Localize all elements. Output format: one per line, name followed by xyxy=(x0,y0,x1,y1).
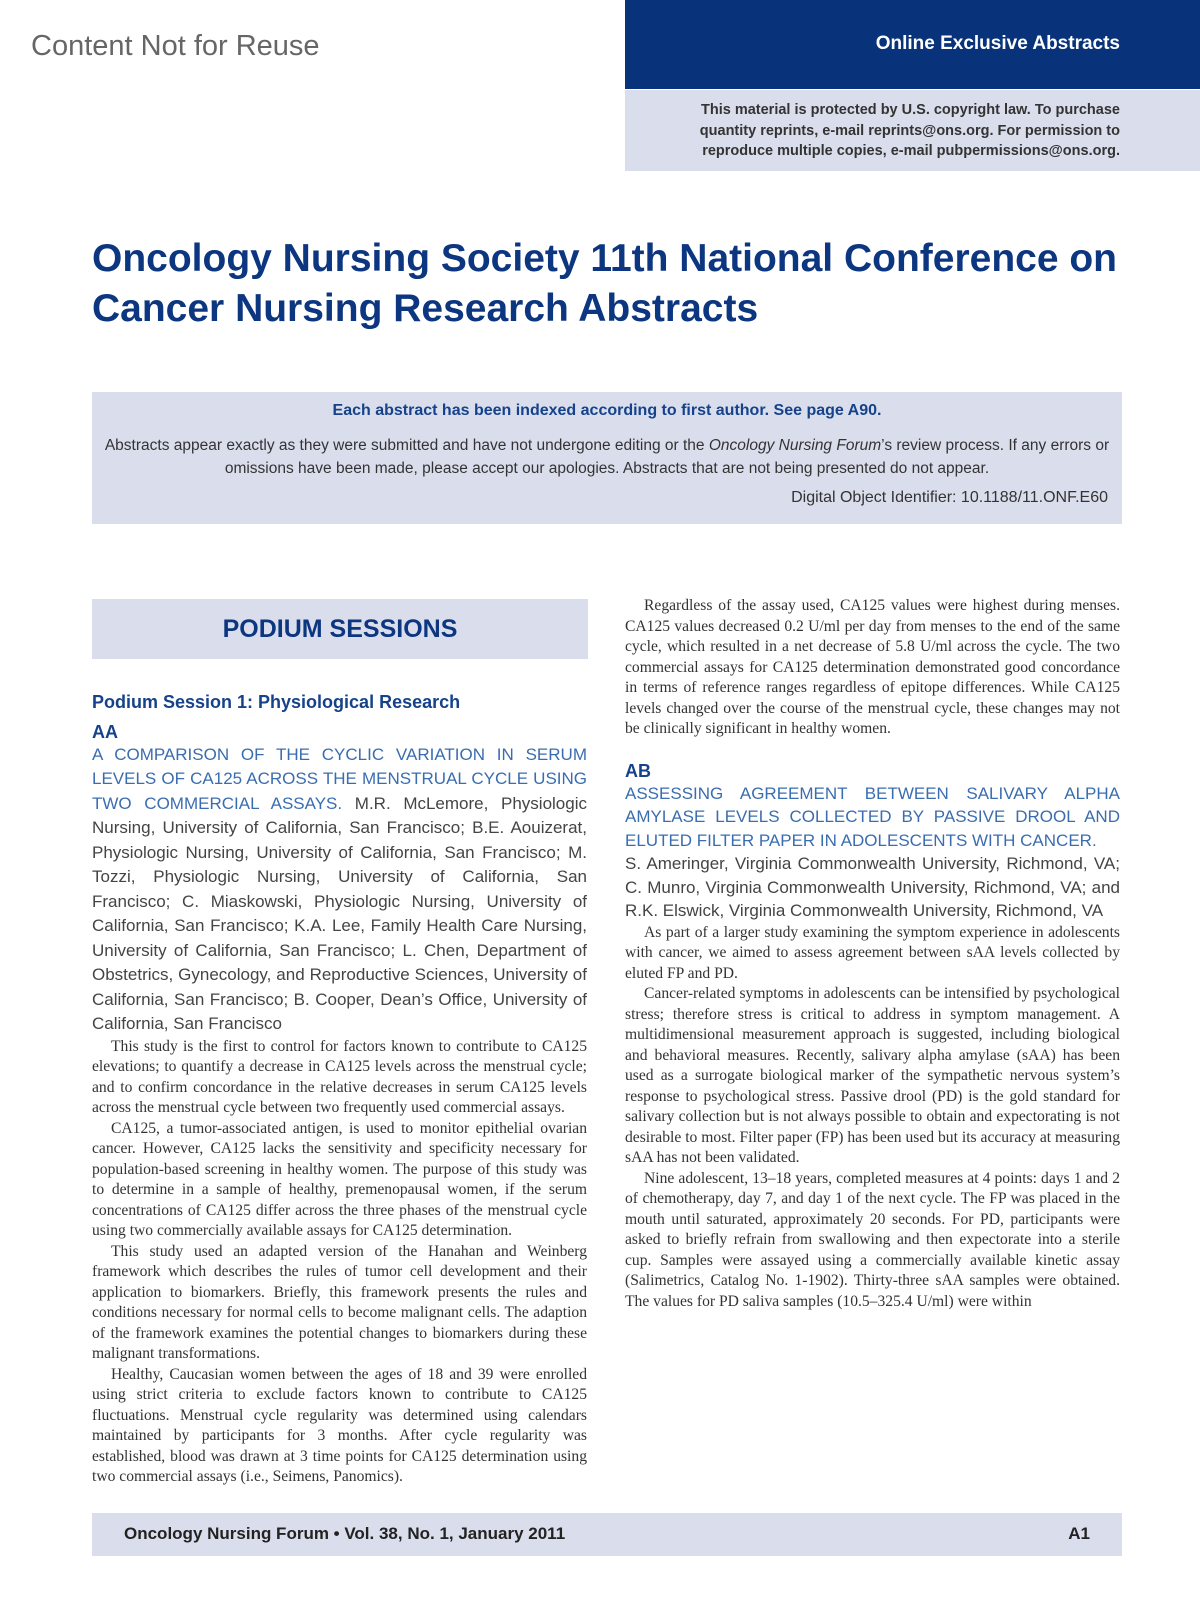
info-box xyxy=(92,392,1122,524)
paragraph: Cancer-related symptoms in adolescents can be intensified by psychological stress; therefore stress is critical to address in symptom management. A multidimensional measurement approach is suggested, including biological and behavioral measures. Recently, salivary alpha amylase (sAA) has been used as a surrogate biological marker of the sympathetic nervous system’s response to psychological stress. Passive drool (PD) is the gold standard for salivary collection but is not always possible to obtain and expectorating is not desirable to most. Filter paper (FP) has been used but its accuracy at measuring sAA has not been validated. xyxy=(625,985,1120,1166)
paragraph: This study is the first to control for factors known to contribute to CA125 elevations; to quantify a decrease in CA125 levels across the menstrual cycle; and to confirm concordance in the relative decreases in serum CA125 levels across the menstrual cycle between two frequently used commercial assays. xyxy=(92,1037,587,1116)
paragraph: As part of a larger study examining the symptom experience in adolescents with cancer, we aimed to assess agreement between sAA levels collected by eluted FP and PD. xyxy=(625,923,1120,982)
journal-name: Oncology Nursing Forum xyxy=(708,437,882,454)
page-title: Oncology Nursing Society 11th National Conference on Cancer Nursing Research Abstracts xyxy=(92,237,1118,330)
disclaimer xyxy=(102,434,1112,480)
abstract-code: AB xyxy=(625,760,651,781)
abstract-authors: M.R. McLemore, Physiologic Nursing, University of California, San Francisco; B.E. Aouizerat, Physiologic Nursing, University of California, San Francisco; M. Tozzi, Physiologic Nursing, University of California, San Francisco; C. Miaskowski, Physiologic Nursing, University of California, San Francisco; K.A. Lee, Family Health Care Nursing, University of California, San Francisco; L. Chen, Department of Obstetrics, Gynecology, and Reproductive Sciences, University of California, San Francisco; B. Cooper, Dean’s Office, University of California, San Francisco xyxy=(92,793,587,1033)
section-label: Online Exclusive Abstracts xyxy=(875,33,1120,54)
section-heading: PODIUM SESSIONS xyxy=(92,599,588,659)
abstract-byline xyxy=(92,743,587,1037)
copyright-notice: This material is protected by U.S. copyright law. To purchase quantity reprints, e-mail reprints@ons.org. For permission to reproduce multiple copies, e-mail pubpermissions@ons.org. xyxy=(699,102,1120,159)
paragraph: Regardless of the assay used, CA125 values were highest during menses. CA125 values decreased 0.2 U/ml per day from menses to the end of the same cycle, which resulted in a net decrease of 5.8 U/ml across the cycle. The two commercial assays for CA125 determination demonstrated good concordance in terms of reference ranges regardless of epitope differences. While CA125 levels changed over the course of the menstrual cycle, these changes may not be clinically significant in healthy women. xyxy=(625,597,1120,737)
watermark: Content Not for Reuse xyxy=(31,30,320,62)
disclaimer-text-end: ’s review process. If any errors or omissions have been made, please accept our apologies. Abstracts that are not being presented do not appear. xyxy=(224,437,1110,477)
abstract-authors: S. Ameringer, Virginia Commonwealth University, Richmond, VA; C. Munro, Virginia Commonwealth University, Richmond, VA; and R.K. Elswick, Virginia Commonwealth University, Richmond, VA xyxy=(625,854,1120,920)
doi: Digital Object Identifier: 10.1188/11.ONF.E60 xyxy=(791,489,1108,506)
paragraph: Nine adolescent, 13–18 years, completed measures at 4 points: days 1 and 2 of chemotherapy, day 7, and day 1 of the next cycle. The FP was placed in the mouth until saturated, approximately 20 seconds. For PD, participants were asked to briefly refrain from swallowing and then expectorate into a sterile cup. Samples were assayed using a commercially available kinetic assay (Salimetrics, Catalog No. 1-1902). Thirty-three sAA samples were obtained. The values for PD saliva samples (10.5–325.4 U/ml) were within xyxy=(625,1169,1120,1310)
right-column xyxy=(625,596,1120,1312)
paragraph: Healthy, Caucasian women between the ages of 18 and 39 were enrolled using strict criteria to exclude factors known to contribute to CA125 fluctuations. Menstrual cycle regularity was determined using calendars maintained by participants for 3 months. After cycle regularity was established, blood was drawn at 3 time points for CA125 determination using two commercial assays (i.e., Seimens, Panomics). xyxy=(92,1365,587,1485)
disclaimer-text: Abstracts appear exactly as they were submitted and have not undergone editing or the xyxy=(104,437,709,454)
page-footer xyxy=(92,1513,1122,1556)
session-heading: Podium Session 1: Physiological Research xyxy=(92,692,461,712)
section-banner xyxy=(625,0,1200,89)
footer-journal: Oncology Nursing Forum • Vol. 38, No. 1, January 2011 xyxy=(124,1524,566,1543)
abstract-code: AA xyxy=(92,721,118,742)
index-note: Each abstract has been indexed according to first author. See page A90. xyxy=(332,402,882,419)
paragraph: CA125, a tumor-associated antigen, is used to monitor epithelial ovarian cancer. However, CA125 lacks the sensitivity and specificity necessary for population-based screening in healthy women. The purpose of this study was to determine in a sample of healthy, premenopausal women, if the serum concentrations of CA125 differ across the three phases of the menstrual cycle using two commercially available assays for CA125 determination. xyxy=(92,1119,587,1239)
abstract-title: A COMPARISON OF THE CYCLIC VARIATION IN SERUM LEVELS OF CA125 ACROSS THE MENSTRUAL CYCLE USING TWO COMMERCIAL ASSAYS. xyxy=(92,744,587,813)
abstract-title: ASSESSING AGREEMENT BETWEEN SALIVARY ALPHA AMYLASE LEVELS COLLECTED BY PASSIVE DROOL AND ELUTED FILTER PAPER IN ADOLESCENTS WITH CANCER. xyxy=(625,783,1120,850)
paragraph: This study used an adapted version of the Hanahan and Weinberg framework which describes the rules of tumor cell development and their application to biomarkers. Briefly, this framework presents the rules and conditions necessary for normal cells to become malignant cells. The adaption of the framework examines the potential changes to biomarkers during these malignant transformations. xyxy=(92,1242,587,1362)
left-column xyxy=(92,692,587,1488)
page-number: A1 xyxy=(1068,1524,1090,1543)
copyright-box xyxy=(625,90,1200,171)
